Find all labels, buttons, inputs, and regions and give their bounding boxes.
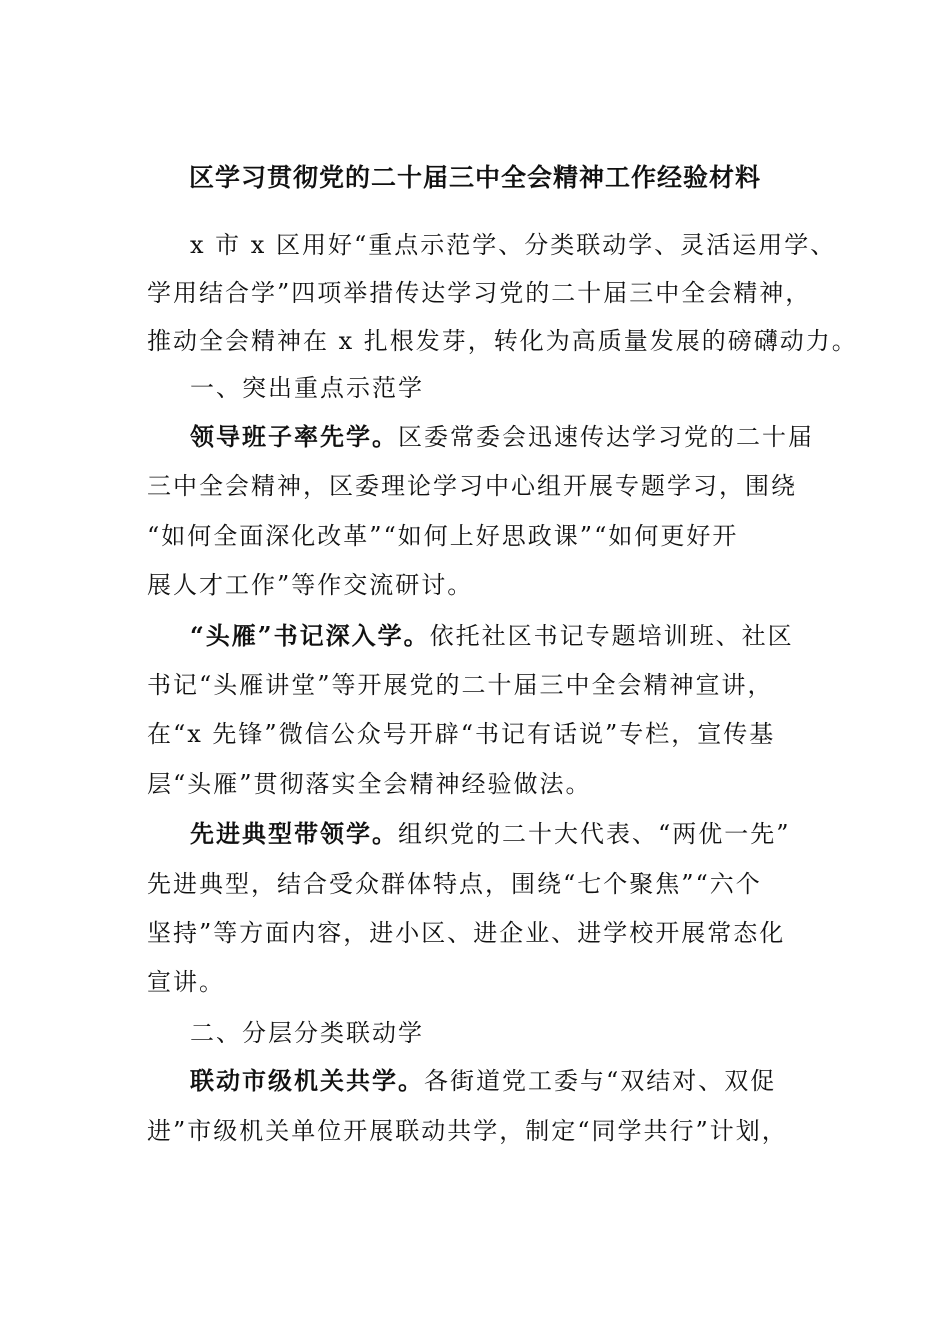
paragraph-line xyxy=(190,227,837,263)
line-text: x 市 x 区用好“重点示范学、分类联动学、灵活运用学、 xyxy=(190,231,837,259)
paragraph-line xyxy=(190,618,830,654)
paragraph-lead: 联动市级机关共学。 xyxy=(190,1066,424,1095)
line-text: 展人才工作”等作交流研讨。 xyxy=(147,571,474,599)
line-text: 先进典型，结合受众群体特点，围绕“七个聚焦”“六个 xyxy=(147,870,762,898)
line-text: 各街道党工委与“双结对、双促 xyxy=(424,1067,777,1095)
paragraph-line xyxy=(190,816,830,852)
line-text: 在“x 先锋”微信公众号开辟“书记有话说”专栏，宣传基 xyxy=(147,720,776,748)
line-text: 进”市级机关单位开展联动共学，制定“同学共行”计划， xyxy=(147,1117,788,1145)
paragraph-line xyxy=(147,964,827,1000)
paragraph-lead: “头雁”书记深入学。 xyxy=(190,621,430,650)
paragraph-line xyxy=(147,567,827,603)
line-text: 组织党的二十大代表、“两优一先” xyxy=(398,820,791,848)
section-heading-text: 二、分层分类联动学 xyxy=(190,1019,424,1047)
paragraph-line xyxy=(147,667,827,703)
paragraph-line xyxy=(147,1113,827,1149)
paragraph-line xyxy=(147,323,858,359)
line-text: “如何全面深化改革”“如何上好思政课”“如何更好开 xyxy=(147,522,739,550)
paragraph-lead: 领导班子率先学。 xyxy=(190,422,398,451)
line-text: 层“头雁”贯彻落实全会精神经验做法。 xyxy=(147,770,592,798)
paragraph-line xyxy=(147,915,827,951)
paragraph-lead: 先进典型带领学。 xyxy=(190,819,398,848)
paragraph-line xyxy=(147,766,827,802)
paragraph-line xyxy=(147,275,827,311)
paragraph-line xyxy=(147,518,827,554)
paragraph-line xyxy=(147,716,827,752)
line-text: 学用结合学”四项举措传达学习党的二十届三中全会精神， xyxy=(147,279,812,307)
document-title: 区学习贯彻党的二十届三中全会精神工作经验材料 xyxy=(188,163,761,192)
section-heading-text: 一、突出重点示范学 xyxy=(190,374,424,402)
paragraph-line xyxy=(190,1063,830,1099)
section-heading xyxy=(190,1015,830,1051)
section-heading xyxy=(190,370,830,406)
line-text: 三中全会精神，区委理论学习中心组开展专题学习，围绕 xyxy=(147,472,797,500)
line-text: 区委常委会迅速传达学习党的二十届 xyxy=(398,423,814,451)
line-text: 坚持”等方面内容，进小区、进企业、进学校开展常态化 xyxy=(147,919,786,947)
line-text: 推动全会精神在 x 扎根发芽，转化为高质量发展的磅礴动力。 xyxy=(147,327,858,355)
paragraph-line xyxy=(147,866,827,902)
paragraph-line xyxy=(190,419,830,455)
line-text: 书记“头雁讲堂”等开展党的二十届三中全会精神宣讲， xyxy=(147,671,774,699)
line-text: 依托社区书记专题培训班、社区 xyxy=(429,622,794,650)
paragraph-line xyxy=(147,468,827,504)
line-text: 宣讲。 xyxy=(147,968,225,996)
